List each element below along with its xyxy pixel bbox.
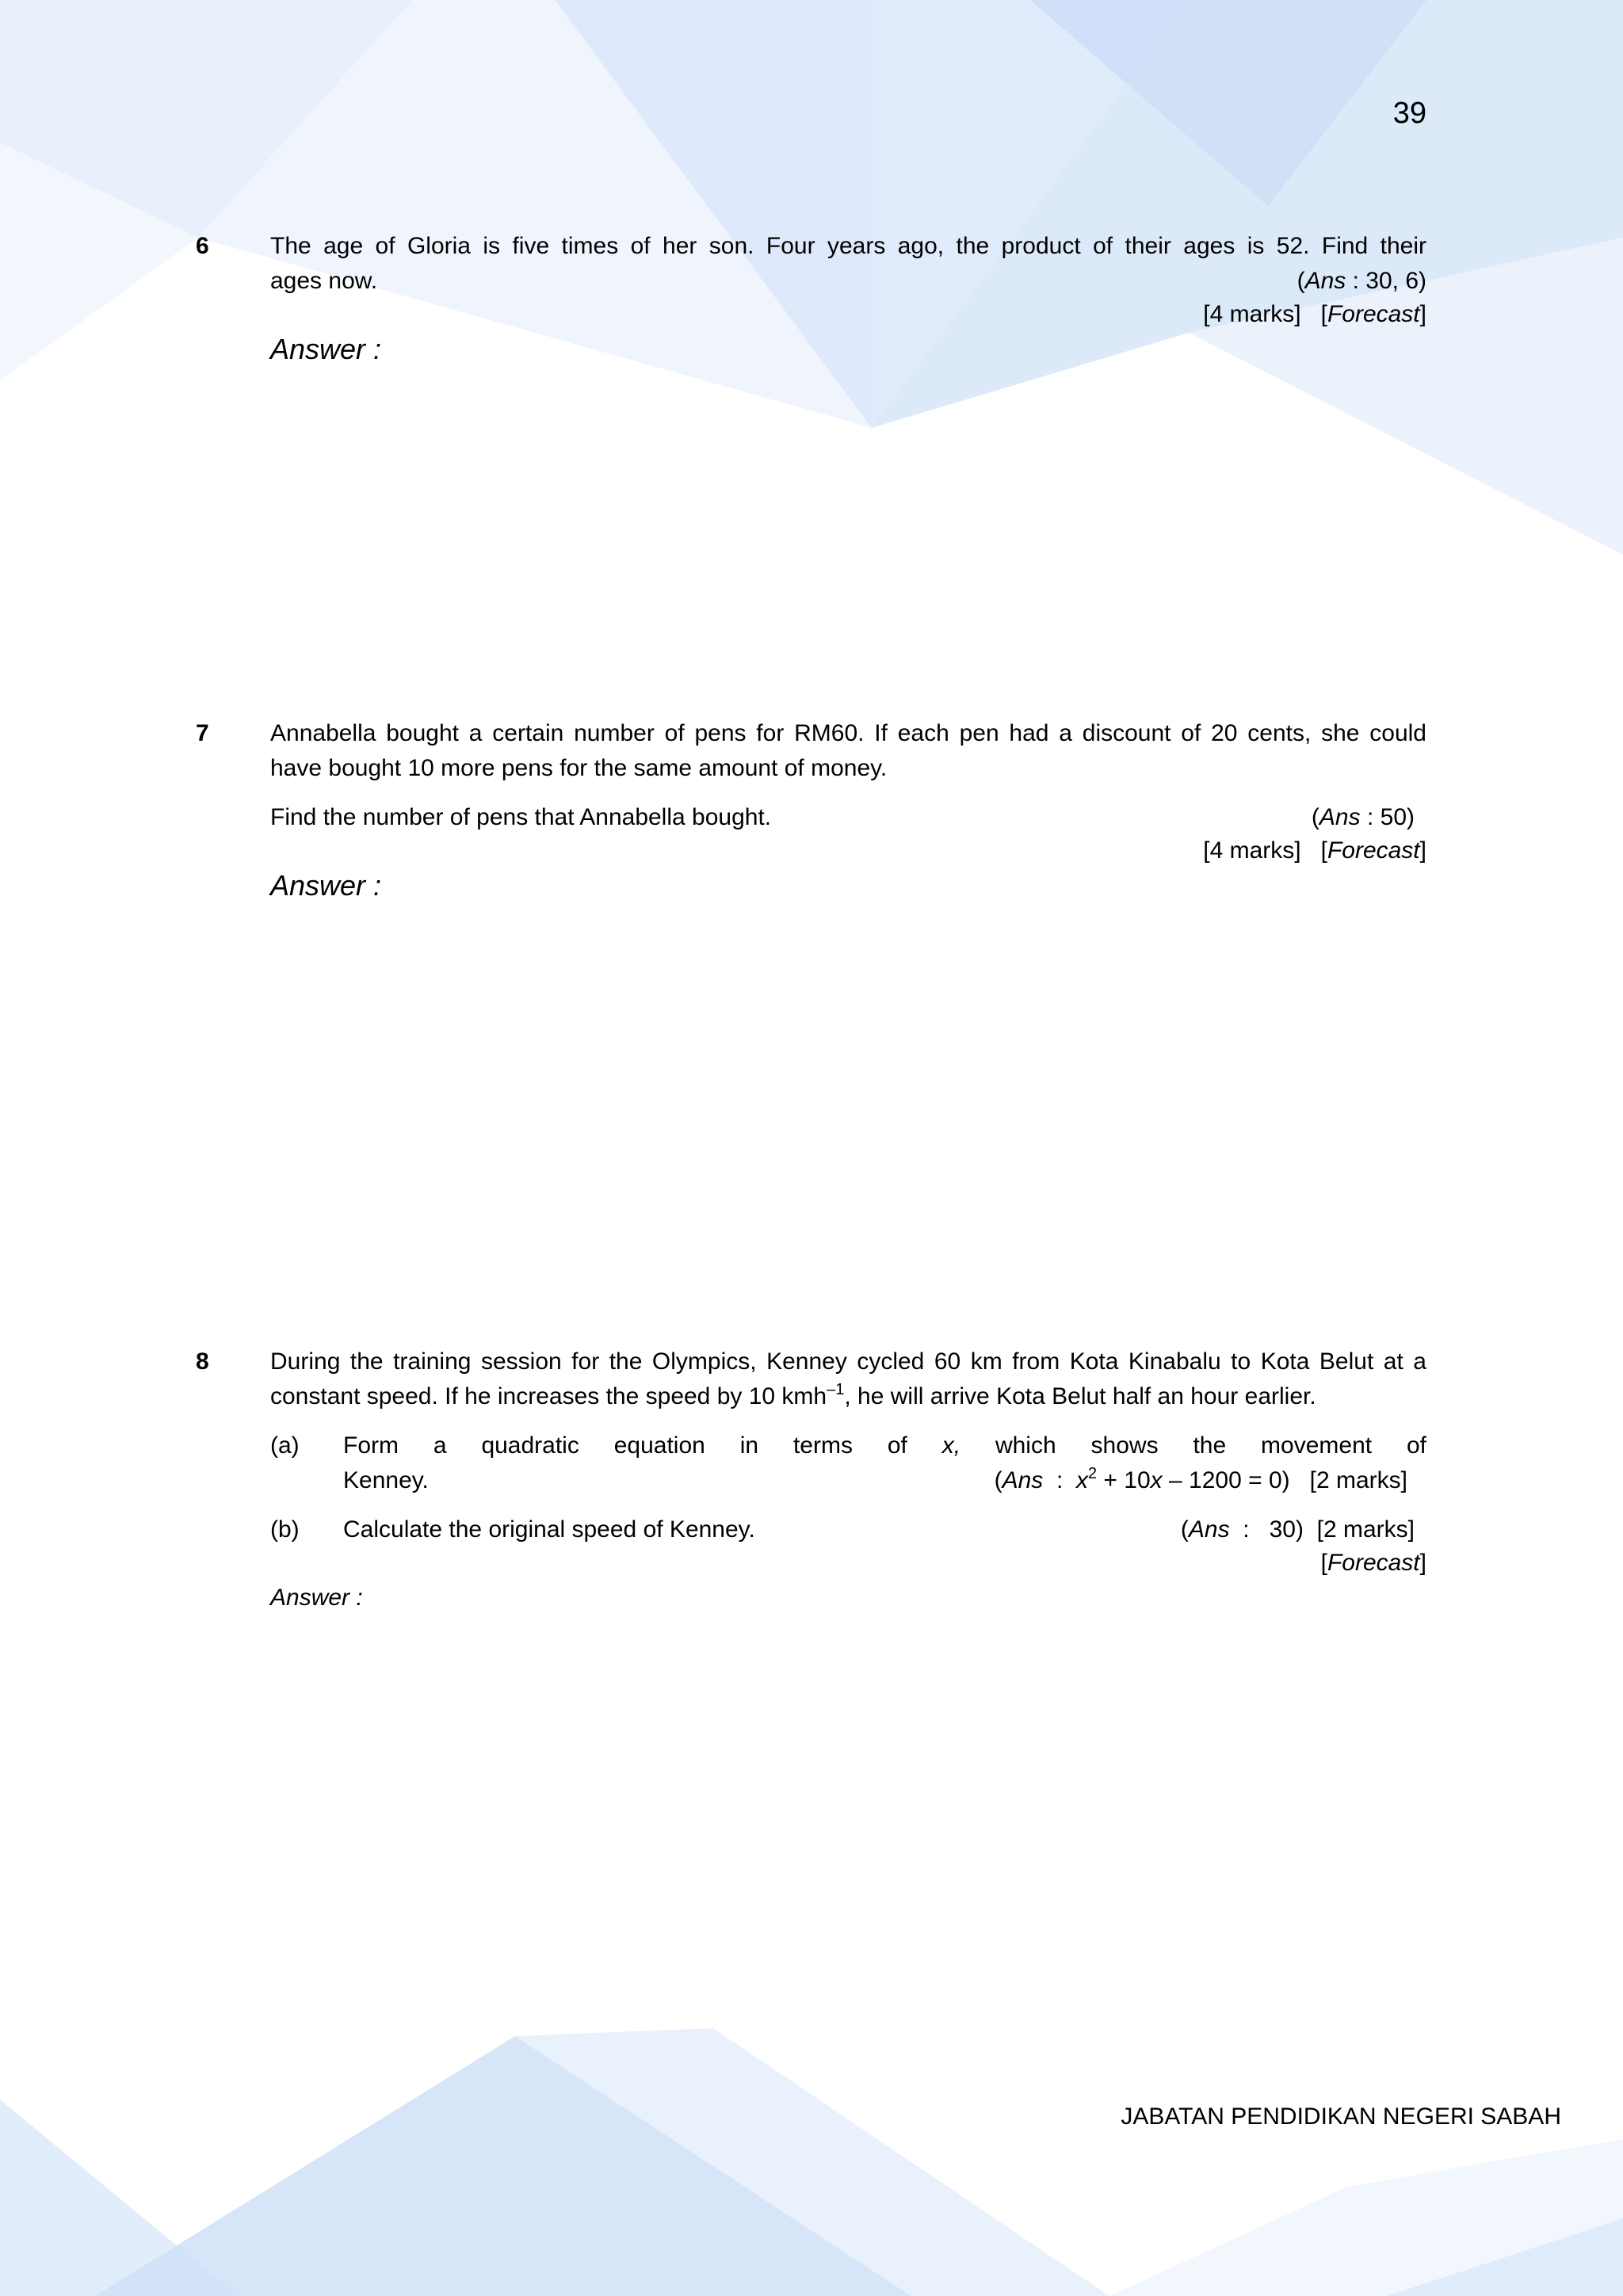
word: movement xyxy=(1261,1432,1373,1459)
part-a-label: (a) xyxy=(270,1432,300,1459)
question-6 xyxy=(0,229,1623,387)
word: in xyxy=(739,1432,759,1459)
exponent: 2 xyxy=(1087,1465,1098,1482)
marks-info: [4 marks] [Forecast] xyxy=(1203,837,1426,864)
ans-label: Ans xyxy=(1319,804,1361,830)
part-a-line-2: Kenney. xyxy=(343,1467,429,1493)
word: Form xyxy=(343,1432,399,1459)
ans-value: : 30) xyxy=(1229,1516,1304,1543)
part-a-answer-hint: (Ans : $x^2 + 10x - 1200 = 0$) [2 marks] xyxy=(994,1465,1407,1493)
page-number: 39 xyxy=(1392,97,1426,130)
question-text-line-3: Find the number of pens that Annabella bought. xyxy=(270,804,772,830)
ans-label: Ans xyxy=(1304,268,1346,294)
question-text-line-1: The age of Gloria is five times of her son. Four years ago, the product of their ages is 52. Find their xyxy=(270,233,1426,259)
word: which xyxy=(995,1432,1056,1459)
part-b-answer-hint: (Ans : 30) [2 marks] xyxy=(1180,1516,1415,1543)
ans-term: + 10 xyxy=(1097,1467,1151,1493)
question-text-line-2: ages now. xyxy=(270,268,378,294)
answer-hint: (Ans : 50) xyxy=(1311,804,1415,830)
forecast-label: Forecast xyxy=(1327,1550,1420,1576)
ans-value: : 30, 6) xyxy=(1346,268,1426,294)
question-number: 7 xyxy=(196,720,209,746)
question-text-line-2: have bought 10 more pens for the same amount of money. xyxy=(270,755,888,781)
marks: [2 marks] xyxy=(1316,1516,1415,1543)
question-7 xyxy=(0,716,1623,914)
word: terms xyxy=(792,1432,853,1459)
line-2-end: , he will arrive Kota Belut half an hour earlier. xyxy=(844,1383,1316,1409)
ans-term: – 1200 = 0) xyxy=(1162,1467,1290,1493)
answer-label: Answer : xyxy=(270,869,382,902)
unit-exponent: –1 xyxy=(827,1381,845,1398)
word: equation xyxy=(613,1432,705,1459)
part-a-line-1 xyxy=(343,1428,1426,1463)
word: shows xyxy=(1090,1432,1159,1459)
ans-value: : 50) xyxy=(1360,804,1415,830)
footer: JABATAN PENDIDIKAN NEGERI SABAH xyxy=(1121,2103,1561,2130)
variable-x: x xyxy=(1150,1467,1163,1493)
forecast-info: [Forecast] xyxy=(1320,1550,1426,1576)
word: a xyxy=(433,1432,447,1459)
question-8 xyxy=(0,1344,1623,1614)
ans-label: Ans xyxy=(1188,1516,1230,1543)
forecast-label: Forecast xyxy=(1327,301,1420,327)
ans-label: Ans xyxy=(1002,1467,1044,1493)
ans-separator: : xyxy=(1043,1467,1076,1493)
marks-info: [4 marks] [Forecast] xyxy=(1203,301,1426,327)
word: the xyxy=(1193,1432,1227,1459)
word: quadratic xyxy=(481,1432,579,1459)
question-number: 8 xyxy=(196,1348,209,1375)
question-text-line-2 xyxy=(270,1379,1316,1414)
answer-label: Answer : xyxy=(270,333,382,365)
variable-x: x, xyxy=(941,1432,961,1459)
marks: [4 marks] xyxy=(1203,837,1301,864)
variable-x: x xyxy=(1075,1467,1088,1493)
question-text-line-1: During the training session for the Olympics, Kenney cycled 60 km from Kota Kinabalu to Kota Belut at a xyxy=(270,1348,1426,1375)
marks: [4 marks] xyxy=(1203,301,1301,327)
line-2-start: constant speed. If he increases the speed by 10 kmh xyxy=(270,1383,827,1409)
question-text-line-1: Annabella bought a certain number of pens for RM60. If each pen had a discount of 20 cents, she could xyxy=(270,720,1426,746)
part-b-label: (b) xyxy=(270,1516,300,1543)
forecast-label: Forecast xyxy=(1327,837,1420,864)
answer-label: Answer : xyxy=(270,1585,363,1611)
answer-hint: (Ans : 30, 6) xyxy=(1296,268,1426,294)
marks: [2 marks] xyxy=(1309,1467,1407,1493)
part-b-text: Calculate the original speed of Kenney. xyxy=(343,1516,755,1543)
question-number: 6 xyxy=(196,233,209,259)
word: of xyxy=(887,1432,907,1459)
word: of xyxy=(1406,1432,1427,1459)
